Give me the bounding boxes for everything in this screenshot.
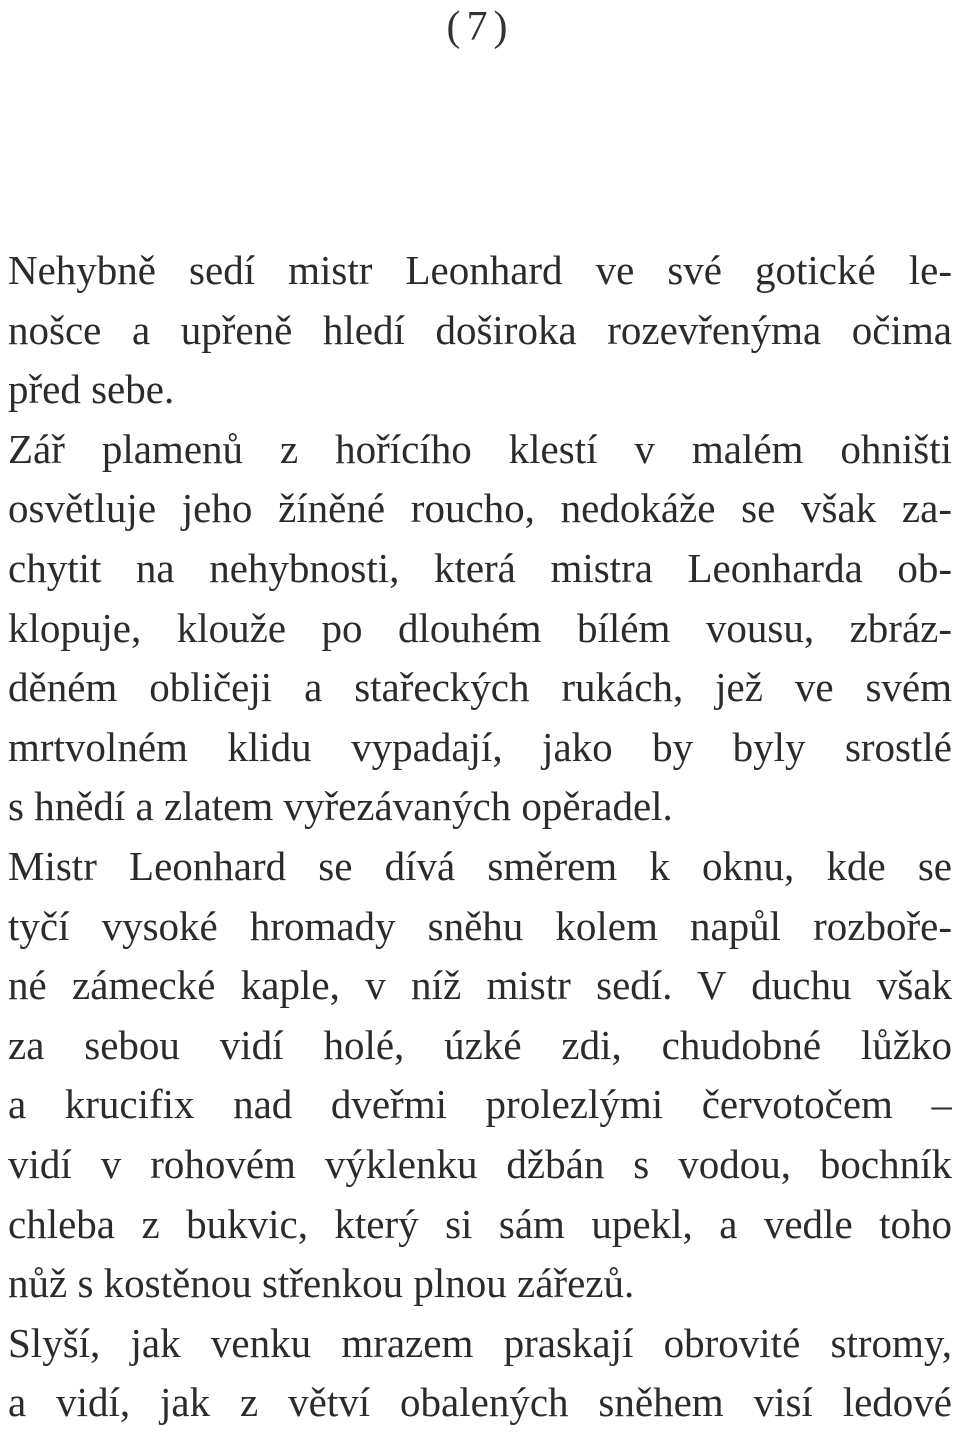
text-line: né zámecké kaple, v níž mistr sedí. V duchu však bbox=[8, 962, 952, 1009]
text-line: mrtvolném klidu vypadají, jako by byly srostlé bbox=[8, 723, 952, 770]
text-line: Nehybně sedí mistr Leonhard ve své gotické le- bbox=[8, 247, 952, 293]
text-line: tyčí vysoké hromady sněhu kolem napůl rozboře- bbox=[8, 902, 952, 949]
text-line: klopuje, klouže po dlouhém bílém vousu, zbráz- bbox=[8, 604, 952, 651]
body-text bbox=[8, 241, 952, 1433]
text-line: chleba z bukvic, který si sám upekl, a vedle toho bbox=[8, 1200, 952, 1247]
text-line: za sebou vidí holé, úzké zdi, chudobné lůžko bbox=[8, 1021, 952, 1068]
text-line: nošce a upřeně hledí doširoka rozevřenýma očima bbox=[8, 306, 952, 353]
text-line: děném obličeji a stařeckých rukách, jež ve svém bbox=[8, 664, 952, 711]
text-line: nůž s kostěnou střenkou plnou zářezů. bbox=[8, 1260, 635, 1307]
text-line: Slyší, jak venku mrazem praskají obrovité stromy, bbox=[8, 1319, 952, 1366]
text-line: před sebe. bbox=[8, 366, 175, 413]
text-line: s hnědí a zlatem vyřezávaných opěradel. bbox=[8, 783, 673, 830]
text-line: vidí v rohovém výklenku džbán s vodou, bochník bbox=[8, 1140, 952, 1187]
text-line: osvětluje jeho žíněné roucho, nedokáže se však za- bbox=[8, 485, 952, 532]
chapter-number: (7) bbox=[446, 4, 514, 50]
text-line: chytit na nehybnosti, která mistra Leonharda ob- bbox=[8, 544, 952, 591]
text-line: Mistr Leonhard se dívá směrem k oknu, kde se bbox=[8, 842, 952, 889]
text-line: a vidí, jak z větví obalených sněhem visí ledové bbox=[8, 1379, 952, 1426]
text-line: Zář plamenů z hořícího klestí v malém ohništi bbox=[8, 425, 952, 472]
text-line: a krucifix nad dveřmi prolezlými červotočem – bbox=[8, 1081, 952, 1128]
